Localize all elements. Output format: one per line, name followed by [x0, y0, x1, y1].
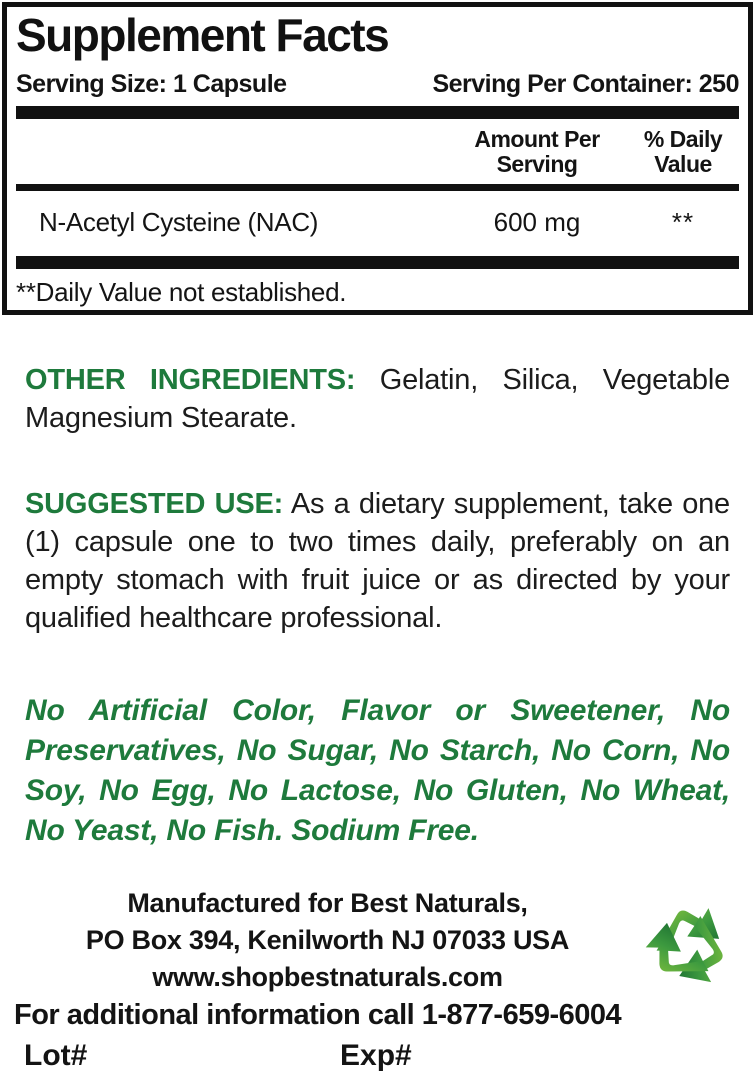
spacer — [16, 119, 447, 184]
footer — [0, 885, 755, 1077]
exp-label: Exp# — [340, 1039, 412, 1072]
address-line: PO Box 394, Kenilworth NJ 07033 USA — [85, 925, 570, 955]
suggested-use-text: As a dietary supplement, take one (1) capsule one to two times daily, preferably on an empty stomach with fruit juice or as directed by your qualified healthcare professional. — [25, 488, 730, 634]
thick-divider — [16, 106, 739, 119]
servings-per-container: Serving Per Container: 250 — [432, 70, 739, 98]
supplement-facts-panel — [2, 2, 753, 315]
recycle-icon — [633, 891, 751, 1015]
free-of-claims-paragraph: No Artificial Color, Flavor or Sweetener, No Preservatives, No Sugar, No Starch, No Corn, No Soy, No Egg, No Lactose, No Gluten, No Wheat, No Yeast, No Fish. Sodium Free. — [25, 694, 730, 847]
suggested-use-label: SUGGESTED USE: — [25, 488, 284, 520]
header-rule — [16, 184, 739, 191]
serving-size: Serving Size: 1 Capsule — [16, 70, 287, 98]
website-line: www.shopbestnaturals.com — [152, 962, 503, 992]
lot-label: Lot# — [24, 1039, 88, 1072]
manufacturer-line: Manufactured for Best Naturals, — [127, 888, 528, 918]
other-ingredients-text: Gelatin, Silica, Vegetable Magnesium Stearate. — [25, 364, 730, 434]
suggested-use-paragraph — [0, 485, 755, 637]
ingredient-row — [16, 191, 739, 256]
other-ingredients-paragraph — [0, 361, 755, 437]
lot-exp-row — [0, 1039, 755, 1077]
column-header-daily-value: % Daily Value — [643, 126, 723, 177]
serving-row — [16, 70, 739, 99]
other-ingredients-label: OTHER INGREDIENTS: — [25, 364, 356, 396]
facts-header-row — [16, 119, 739, 184]
ingredient-daily-value: ** — [671, 207, 695, 237]
facts-title: Supplement Facts — [16, 9, 389, 61]
phone-line: For additional information call 1-877-659-6004 — [14, 999, 622, 1031]
thick-divider — [16, 256, 739, 269]
column-header-amount: Amount Per Serving — [474, 126, 600, 177]
ingredient-amount: 600 mg — [493, 207, 581, 237]
facts-footnote: **Daily Value not established. — [16, 277, 347, 307]
ingredient-name: N-Acetyl Cysteine (NAC) — [39, 207, 319, 237]
